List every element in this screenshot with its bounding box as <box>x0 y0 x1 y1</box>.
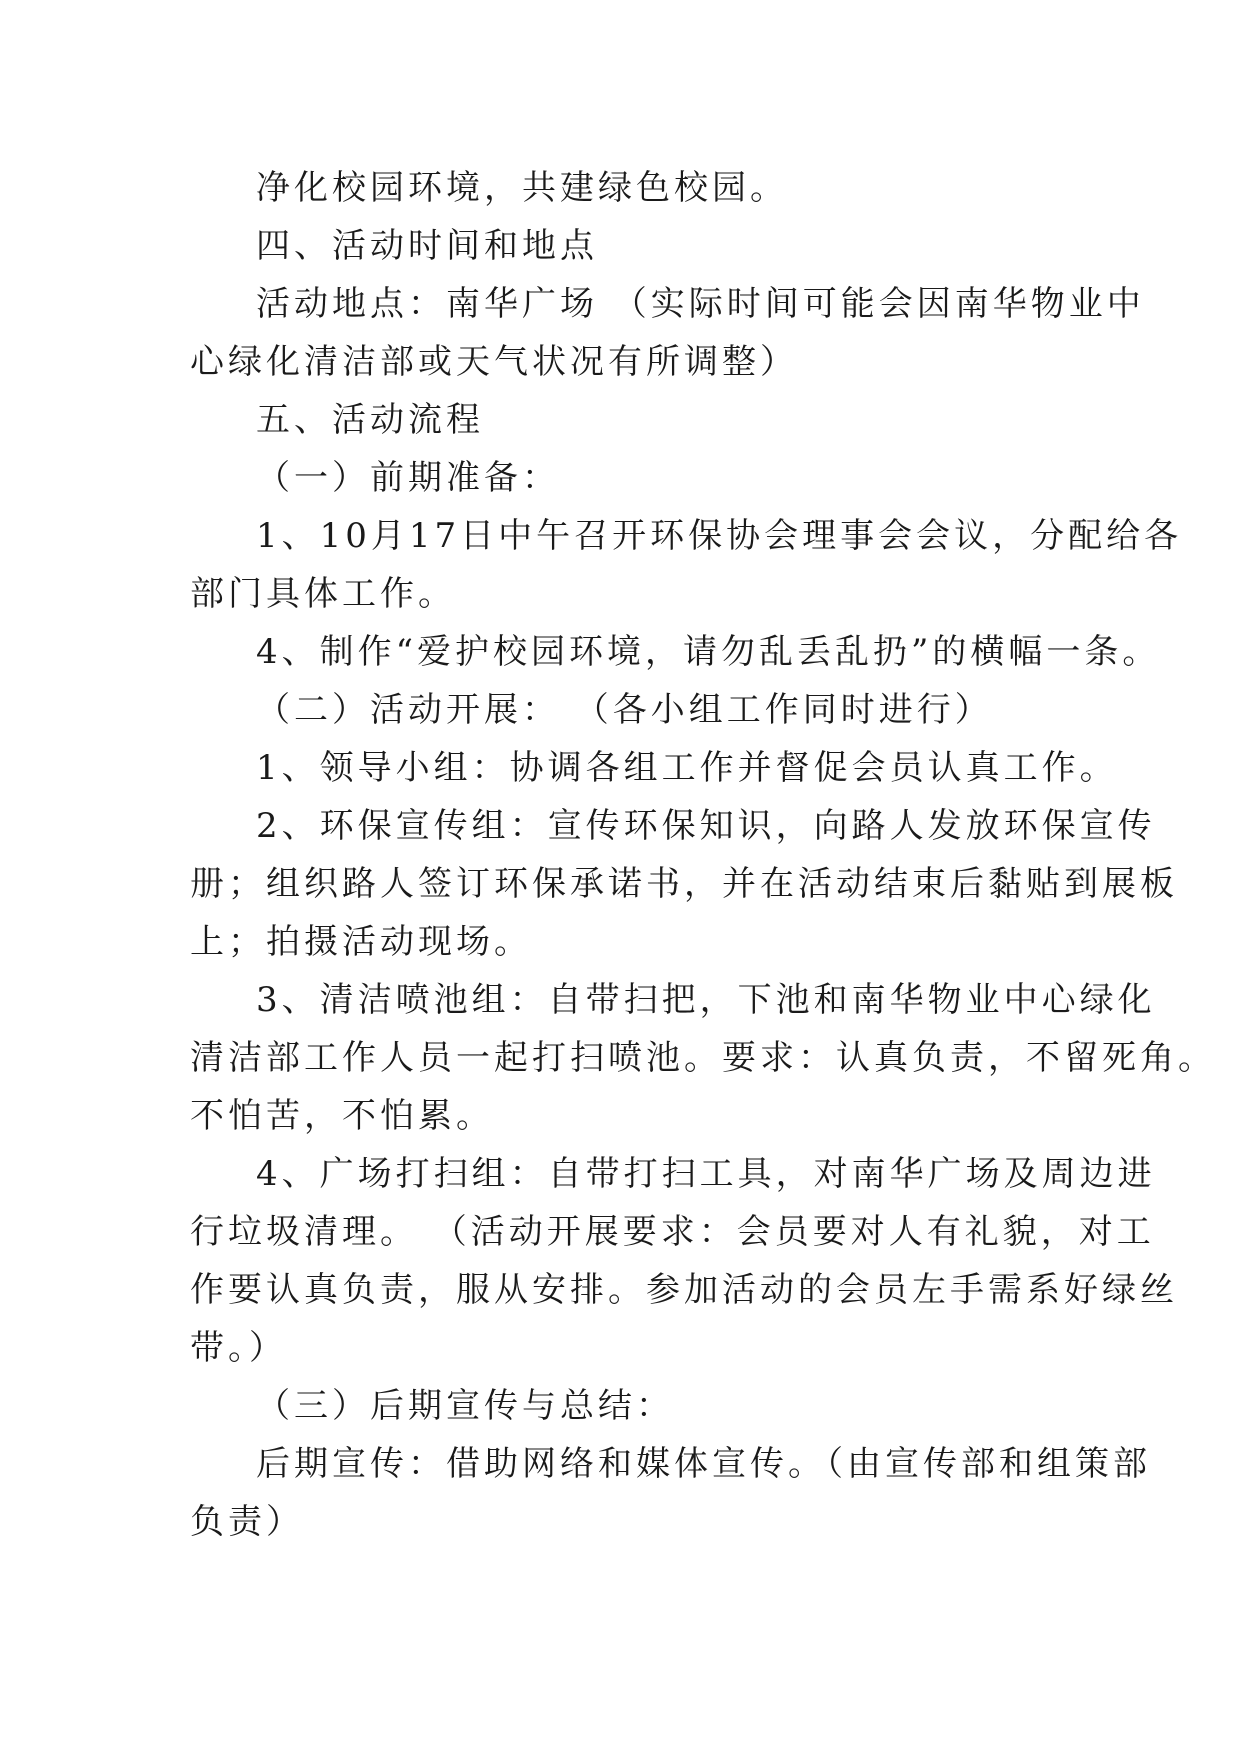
section-heading: 四、活动时间和地点 <box>256 226 598 266</box>
subsection-heading: （三）后期宣传与总结： <box>256 1386 674 1426</box>
text-line: 2、环保宣传组：宣传环保知识，向路人发放环保宣传 <box>256 806 1156 846</box>
text-line: 心绿化清洁部或天气状况有所调整） <box>190 342 798 382</box>
text-line: 册；组织路人签订环保承诺书，并在活动结束后黏贴到展板 <box>190 864 1178 904</box>
text-line: 不怕苦，不怕累。 <box>190 1096 494 1136</box>
text-line: 上；拍摄活动现场。 <box>190 922 532 962</box>
text-line: 行垃圾清理。 （活动开展要求：会员要对人有礼貌，对工 <box>190 1212 1155 1252</box>
text-line: 部门具体工作。 <box>190 574 456 614</box>
text-line: 作要认真负责，服从安排。参加活动的会员左手需系好绿丝 <box>190 1270 1178 1310</box>
section-heading: 五、活动流程 <box>256 400 484 440</box>
text-line: 4、广场打扫组：自带打扫工具，对南华广场及周边进 <box>256 1154 1156 1194</box>
text-line: 净化校园环境，共建绿色校园。 <box>256 168 788 208</box>
subsection-heading: （一）前期准备： <box>256 458 560 498</box>
text-line: 清洁部工作人员一起打扫喷池。要求：认真负责，不留死角。 <box>190 1038 1216 1078</box>
subsection-heading: （二）活动开展： （各小组工作同时进行） <box>256 690 993 730</box>
text-line: 1、领导小组：协调各组工作并督促会员认真工作。 <box>256 748 1118 788</box>
text-line: 1、10月17日中午召开环保协会理事会会议，分配给各 <box>256 516 1183 556</box>
text-line: 4、制作“爱护校园环境，请勿乱丢乱扔”的横幅一条。 <box>256 632 1161 672</box>
text-line: 带。） <box>190 1328 287 1368</box>
text-line: 活动地点：南华广场 （实际时间可能会因南华物业中 <box>256 284 1145 324</box>
text-line: 3、清洁喷池组：自带扫把，下池和南华物业中心绿化 <box>256 980 1156 1020</box>
text-line: 负责） <box>190 1502 304 1542</box>
text-line: 后期宣传：借助网络和媒体宣传。（由宣传部和组策部 <box>256 1444 1151 1484</box>
